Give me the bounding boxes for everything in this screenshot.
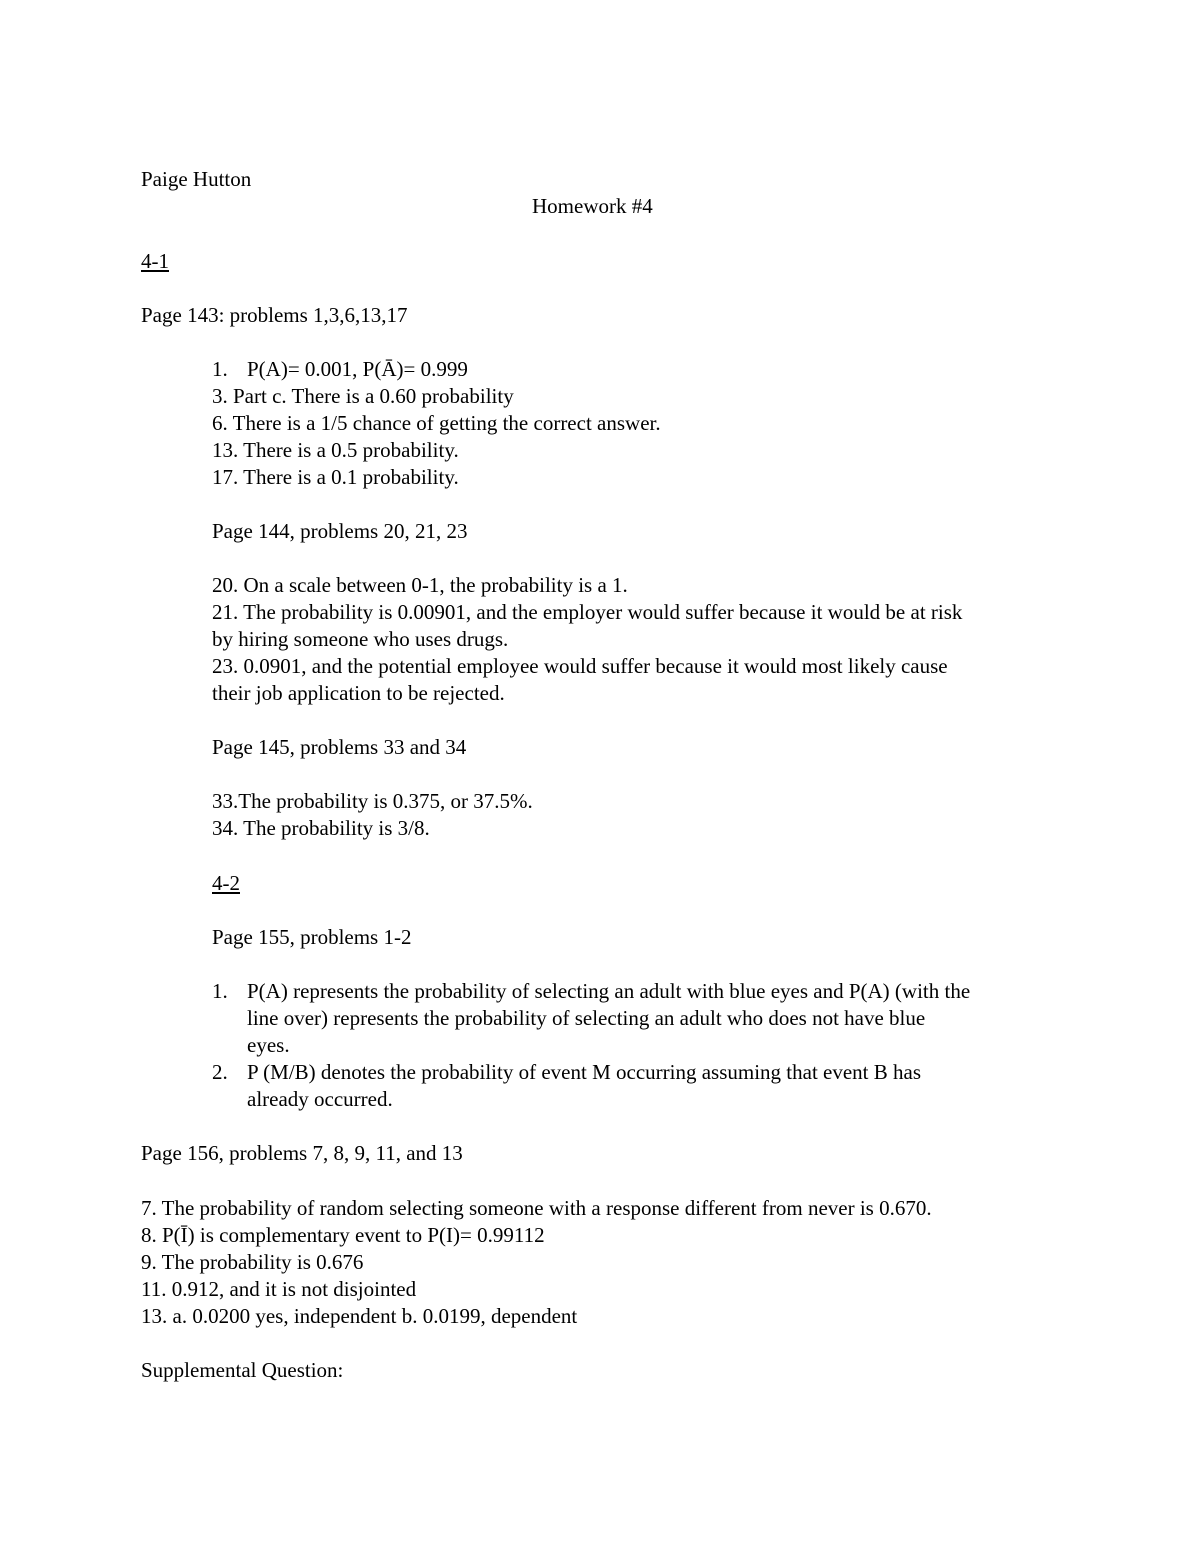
answer-155-2-line-2: already occurred. [247,1087,393,1111]
list-number: 1. [212,979,228,1003]
page-156-label: Page 156, problems 7, 8, 9, 11, and 13 [141,1141,463,1165]
answer-1: P(A)= 0.001, P(Ā)= 0.999 [247,357,468,381]
section-heading-4-2: 4-2 [212,871,240,895]
author-name: Paige Hutton [141,167,252,191]
page-144-label: Page 144, problems 20, 21, 23 [212,519,468,543]
answer-23-line-1: 23. 0.0901, and the potential employee would suffer because it would most likely cause [212,654,948,678]
answer-21-line-1: 21. The probability is 0.00901, and the employer would suffer because it would be at risk [212,600,963,624]
answer-17: 17. There is a 0.1 probability. [212,465,459,489]
answer-155-1-line-1: P(A) represents the probability of selecting an adult with blue eyes and P(A) (with the [247,979,971,1003]
document-title: Homework #4 [532,194,653,218]
answer-155-2-line-1: P (M/B) denotes the probability of event M occurring assuming that event B has [247,1060,922,1084]
supplemental-question-label: Supplemental Question: [141,1358,344,1382]
page-143-label: Page 143: problems 1,3,6,13,17 [141,303,408,327]
page-145-label: Page 145, problems 33 and 34 [212,735,467,759]
page-155-label: Page 155, problems 1-2 [212,925,412,949]
section-heading-4-1: 4-1 [141,249,169,273]
answer-6: 6. There is a 1/5 chance of getting the correct answer. [212,411,661,435]
answer-23-line-2: their job application to be rejected. [212,681,505,705]
answer-8: 8. P(Ī) is complementary event to P(I)= 0.99112 [141,1223,545,1247]
answer-21-line-2: by hiring someone who uses drugs. [212,627,509,651]
answer-33: 33.The probability is 0.375, or 37.5%. [212,789,533,813]
answer-34: 34. The probability is 3/8. [212,816,430,840]
answer-13: 13. a. 0.0200 yes, independent b. 0.0199, dependent [141,1304,578,1328]
answer-11: 11. 0.912, and it is not disjointed [141,1277,417,1301]
list-number: 2. [212,1060,228,1084]
answer-20: 20. On a scale between 0-1, the probability is a 1. [212,573,628,597]
answer-155-1-line-2: line over) represents the probability of selecting an adult who does not have blue [247,1006,926,1030]
list-number: 1. [212,357,228,381]
answer-155-1-line-3: eyes. [247,1033,290,1057]
answer-9: 9. The probability is 0.676 [141,1250,364,1274]
answer-13: 13. There is a 0.5 probability. [212,438,459,462]
answer-3: 3. Part c. There is a 0.60 probability [212,384,514,408]
answer-7: 7. The probability of random selecting someone with a response different from never is 0.670. [141,1196,932,1220]
